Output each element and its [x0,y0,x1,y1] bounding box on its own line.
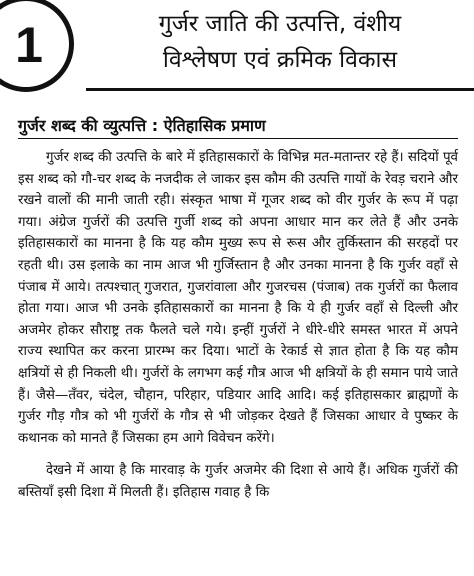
chapter-divider [86,88,474,91]
paragraph-1: गुर्जर शब्द की उत्पत्ति के बारे में इतिहासकारों के विभिन्न मत-मतान्तर रहे हैं। सदियों पूर्व इस शब्द को गौ-चर शब्द के नजदीक ले जाकर इस कौम की उत्पत्ति गायों के रेवड़ चराने और रखने वालों की मानी जाती रही। संस्कृत भाषा में गूजर शब्द को वीर गुर्जर के रूप में पढ़ा गया। अंग्रेज गुर्जरों की उत्पत्ति गुर्जी शब्द को अपना आधार मान कर लेते हैं और उनके इतिहासकारों का मानना है कि यह कौम मुख्य रूप से रूस और तुर्किस्तान की सरहदों पर रहती थी। उस इलाके का नाम आज भी गुर्जिस्तान है और उनका मानना है कि गुर्जर वहाँ से पंजाब में आये। तत्पश्चात् गुजरात, गुजरांवाला और गुजरचस (पंजाब) तक गुर्जरों का फैलाव होता गया। आज भी उनके इतिहासकारों का मानना है कि ये ही गुर्जर वहाँ से दिल्ली और अजमेर होकर सौराष्ट्र तक फैलते चले गये। इन्हीं गुर्जरों ने धीरे-धीरे समस्त भारत में अपने राज्य स्थापित कर करना प्रारम्भ कर दिया। भाटों के रेकार्ड से ज्ञात होता है कि यह कौम क्षत्रियों से ही निकली थी। गुर्जरों के लगभग कई गौत्र आज भी क्षत्रियों के ही समान पाये जाते हैं। जैसे—तँवर, चंदेल, चौहान, परिहार, पडियार आदि आदि। कई इतिहासकार ब्राह्मणों के गुर्जर गौड़ गौत्र को भी गुर्जरों के गौत्र से भी जोड़कर देखते हैं जिसका आधार वे पुष्कर के कथानक को मानते हैं जिसका हम आगे विवेचन करेंगे। [18,150,458,446]
chapter-title [92,6,468,78]
chapter-number: 1 [15,17,43,73]
paragraph-2: देखने में आया है कि मारवाड़ के गुर्जर अजमेर की दिशा से आये हैं। अधिक गुर्जरों की बस्तियाँ इसी दिशा में मिलती हैं। इतिहास गवाह है कि [18,463,458,500]
chapter-title-line-1: गुर्जर जाति की उत्पत्ति, वंशीय [158,11,402,37]
body-text [18,147,458,504]
chapter-title-line-2: विश्लेषण एवं क्रमिक विकास [162,47,398,73]
chapter-number-badge [0,0,74,92]
chapter-header [0,0,474,98]
section-heading: गुर्जर शब्द की व्युत्पत्ति : ऐतिहासिक प्रमाण [18,116,266,135]
section-underline [18,138,458,139]
